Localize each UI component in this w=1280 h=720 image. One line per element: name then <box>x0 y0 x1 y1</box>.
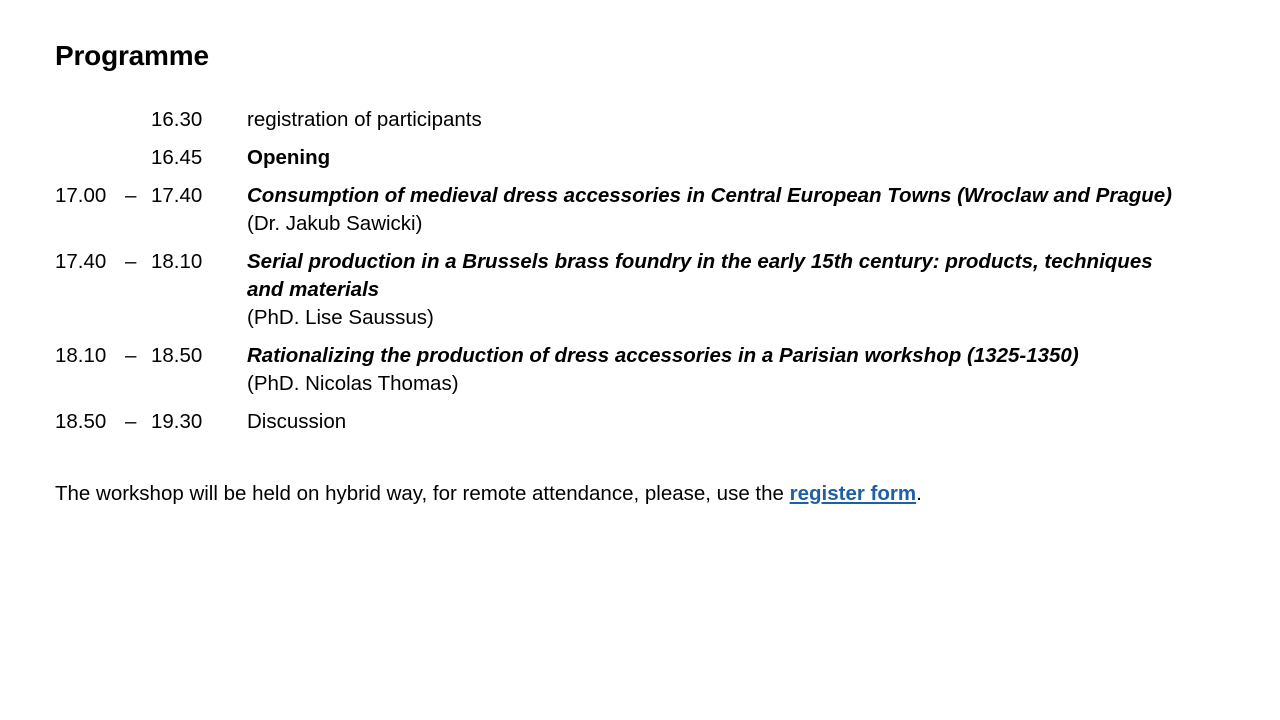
programme-list <box>55 106 1215 446</box>
programme-row <box>55 408 1215 436</box>
programme-row <box>55 106 1215 134</box>
programme-row <box>55 248 1215 332</box>
end-time: 19.30 <box>151 410 203 433</box>
talk-title: Rationalizing the production of dress accessories in a Parisian workshop (1325-1350) <box>247 344 1079 367</box>
time-dash: – <box>125 250 137 273</box>
programme-item <box>247 144 1187 172</box>
time-dash: – <box>125 410 137 433</box>
item-title: Discussion <box>247 410 347 433</box>
item-title: registration of participants <box>247 108 482 131</box>
time-dash: – <box>125 344 137 367</box>
speaker-name: (PhD. Lise Saussus) <box>247 306 434 329</box>
footer-text: The workshop will be held on hybrid way, for remote attendance, please, use the <box>55 482 790 505</box>
end-time: 18.50 <box>151 344 203 367</box>
programme-row <box>55 144 1215 172</box>
end-time: 16.30 <box>151 108 203 131</box>
page-title: Programme <box>55 40 209 71</box>
speaker-name: (PhD. Nicolas Thomas) <box>247 372 459 395</box>
programme-item <box>247 248 1187 332</box>
programme-row <box>55 182 1215 238</box>
speaker-name: (Dr. Jakub Sawicki) <box>247 212 423 235</box>
programme-item <box>247 408 1187 436</box>
programme-item <box>247 106 1187 134</box>
remote-attendance-note <box>55 480 922 508</box>
end-time: 18.10 <box>151 250 203 273</box>
time-dash: – <box>125 184 137 207</box>
talk-title: Serial production in a Brussels brass foundry in the early 15th century: products, techniques and materials <box>247 250 1153 301</box>
end-time: 17.40 <box>151 184 203 207</box>
talk-title: Consumption of medieval dress accessories in Central European Towns (Wroclaw and Prague) <box>247 184 1173 207</box>
start-time: 18.10 <box>55 344 107 367</box>
start-time: 18.50 <box>55 410 107 433</box>
item-title: Opening <box>247 146 331 169</box>
start-time: 17.00 <box>55 184 107 207</box>
start-time: 17.40 <box>55 250 107 273</box>
register-form-link[interactable]: register form <box>789 482 917 505</box>
programme-item <box>247 342 1187 398</box>
programme-item <box>247 182 1187 238</box>
footer-punctuation: . <box>916 482 922 505</box>
programme-row <box>55 342 1215 398</box>
end-time: 16.45 <box>151 146 203 169</box>
